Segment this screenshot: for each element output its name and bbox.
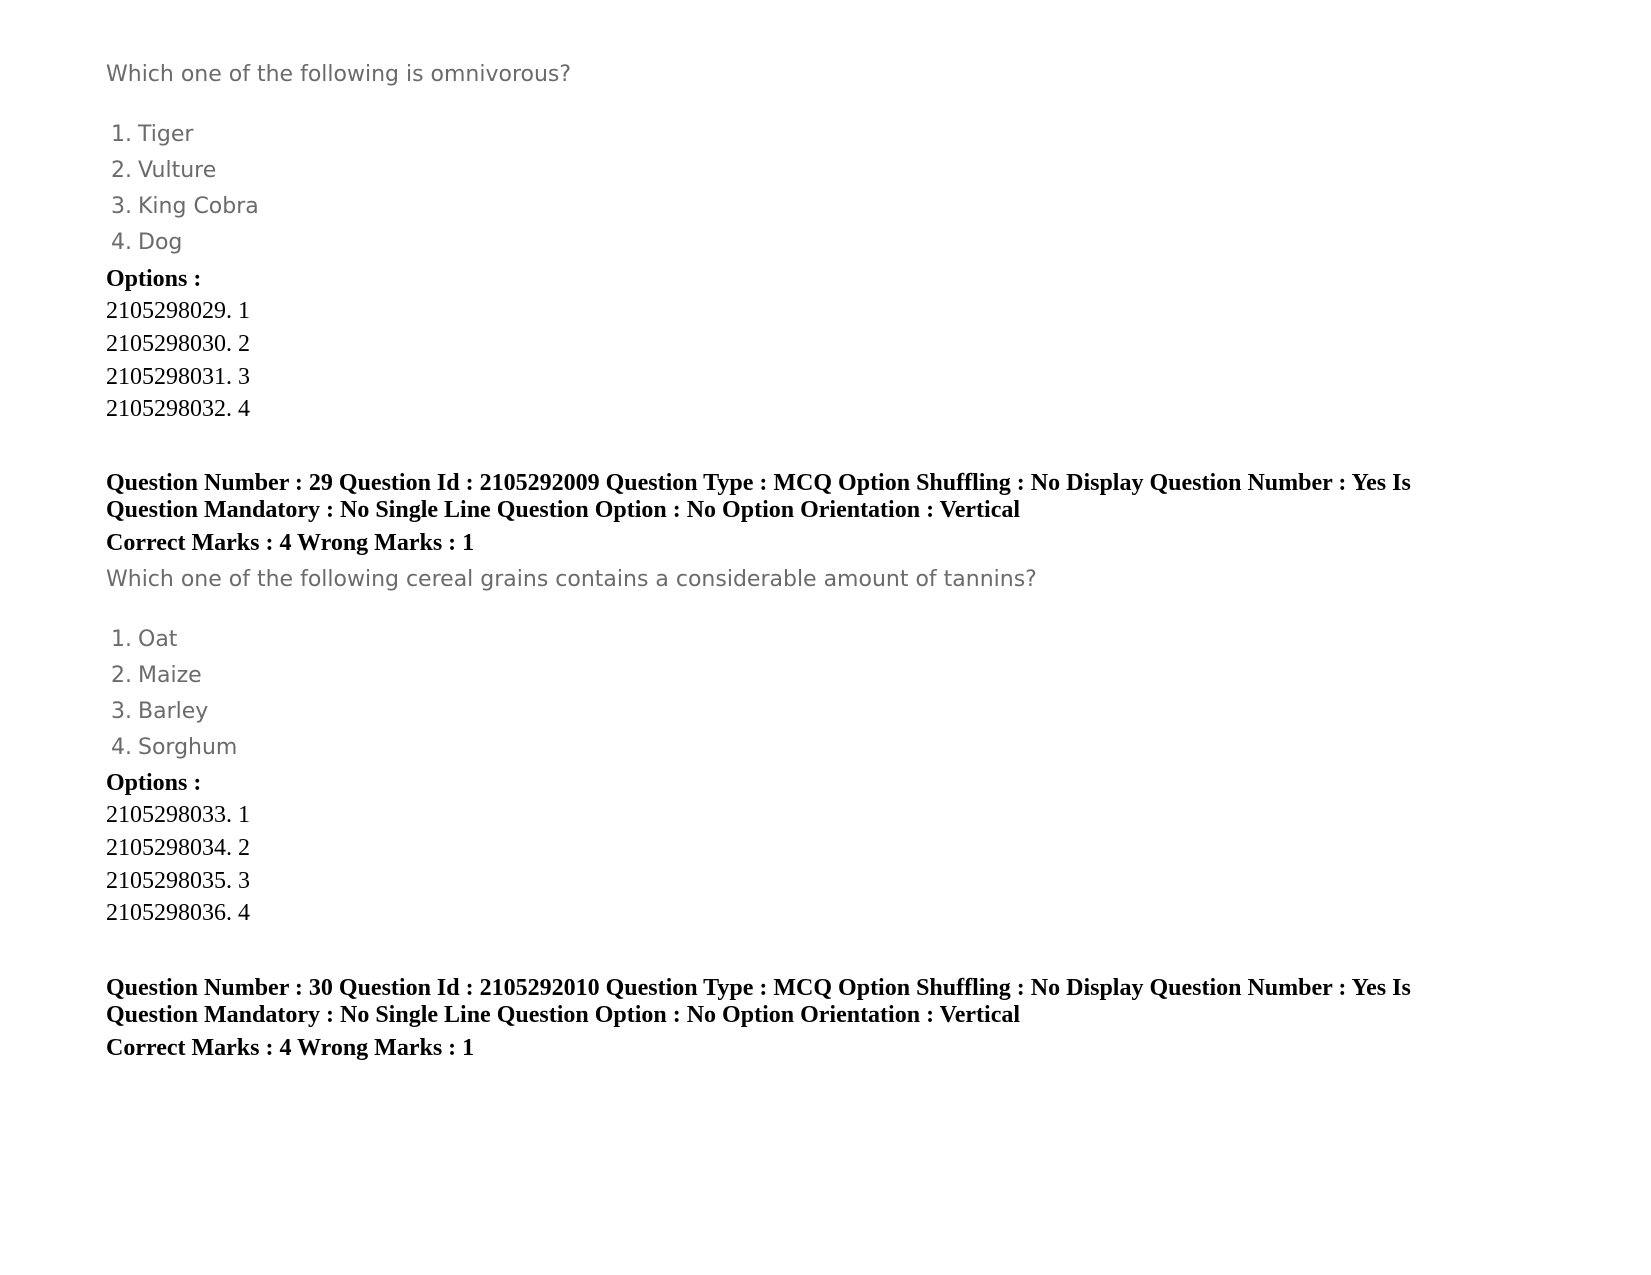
option-value: 1	[238, 802, 250, 828]
options-label: Options :	[106, 770, 202, 796]
question-meta-line: Question Mandatory : No Single Line Question Option : No Option Orientation : Vertical	[106, 497, 1021, 523]
option-id: 2105298031.	[106, 364, 232, 390]
question-marks: Correct Marks : 4 Wrong Marks : 1	[106, 530, 475, 556]
answer-choice	[111, 627, 177, 652]
choice-number: 2.	[111, 663, 132, 688]
choice-number: 1.	[111, 122, 132, 147]
choice-text: Sorghum	[138, 735, 238, 760]
option-id: 2105298034.	[106, 835, 232, 861]
option-id: 2105298035.	[106, 868, 232, 894]
choice-text: Tiger	[138, 122, 194, 147]
option-code	[106, 835, 250, 862]
choice-text: Barley	[138, 699, 209, 724]
question-text: Which one of the following cereal grains contains a considerable amount of tannins?	[106, 567, 1037, 592]
choice-text: Oat	[138, 627, 178, 652]
option-code	[106, 331, 250, 358]
choice-number: 2.	[111, 158, 132, 183]
choice-text: King Cobra	[138, 194, 259, 219]
option-value: 1	[238, 298, 250, 324]
question-text: Which one of the following is omnivorous?	[106, 62, 572, 87]
option-id: 2105298029.	[106, 298, 232, 324]
option-id: 2105298032.	[106, 396, 232, 422]
choice-text: Maize	[138, 663, 202, 688]
option-value: 4	[238, 900, 250, 926]
option-value: 2	[238, 835, 250, 861]
option-code	[106, 900, 250, 927]
options-label: Options :	[106, 266, 202, 292]
answer-choice	[111, 663, 202, 688]
choice-number: 4.	[111, 230, 132, 255]
choice-text: Dog	[138, 230, 183, 255]
choice-number: 1.	[111, 627, 132, 652]
option-id: 2105298030.	[106, 331, 232, 357]
option-value: 3	[238, 364, 250, 390]
answer-choice	[111, 158, 216, 183]
answer-choice	[111, 122, 193, 147]
choice-number: 3.	[111, 699, 132, 724]
option-code	[106, 364, 250, 391]
option-code	[106, 396, 250, 423]
option-code	[106, 298, 250, 325]
question-meta-line: Question Number : 29 Question Id : 2105292009 Question Type : MCQ Option Shuffling : No Display Question Number : Yes Is	[106, 470, 1411, 496]
answer-choice	[111, 230, 182, 255]
question-marks: Correct Marks : 4 Wrong Marks : 1	[106, 1035, 475, 1061]
option-id: 2105298036.	[106, 900, 232, 926]
answer-choice	[111, 194, 259, 219]
choice-number: 4.	[111, 735, 132, 760]
option-code	[106, 868, 250, 895]
question-meta-line: Question Mandatory : No Single Line Question Option : No Option Orientation : Vertical	[106, 1002, 1021, 1028]
option-code	[106, 802, 250, 829]
option-value: 4	[238, 396, 250, 422]
answer-choice	[111, 735, 237, 760]
choice-text: Vulture	[138, 158, 217, 183]
option-id: 2105298033.	[106, 802, 232, 828]
choice-number: 3.	[111, 194, 132, 219]
option-value: 2	[238, 331, 250, 357]
answer-choice	[111, 699, 208, 724]
option-value: 3	[238, 868, 250, 894]
question-meta-line: Question Number : 30 Question Id : 2105292010 Question Type : MCQ Option Shuffling : No Display Question Number : Yes Is	[106, 975, 1411, 1001]
